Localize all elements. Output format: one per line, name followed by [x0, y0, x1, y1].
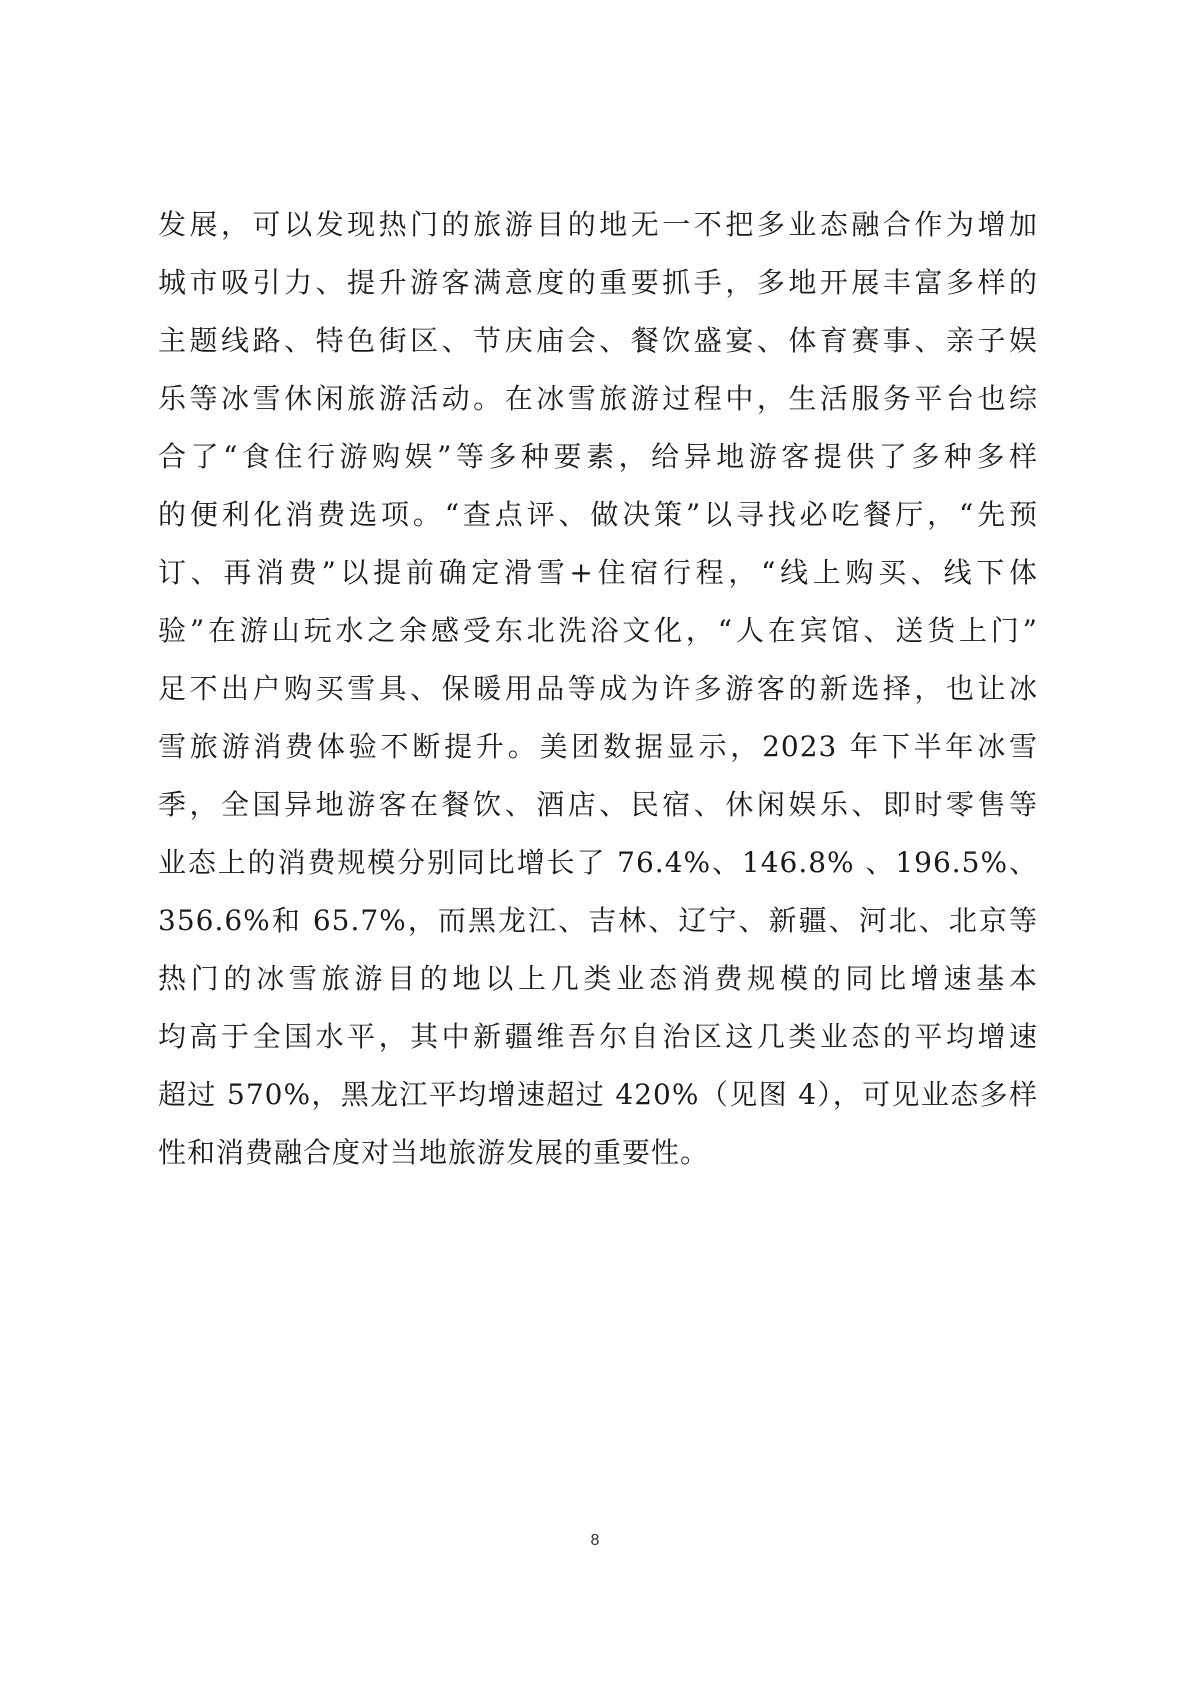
paragraph-line: 发展，可以发现热门的旅游目的地无一不把多业态融合作为增加 — [158, 208, 1038, 241]
paragraph-line: 足不出户购买雪具、保暖用品等成为许多游客的新选择，也让冰 — [158, 672, 1038, 705]
paragraph-line: 356.6%和 65.7%，而黑龙江、吉林、辽宁、新疆、河北、北京等 — [158, 904, 1038, 937]
body-paragraph — [158, 196, 1038, 1182]
paragraph-line: 雪旅游消费体验不断提升。美团数据显示，2023 年下半年冰雪 — [158, 730, 1038, 763]
paragraph-line: 性和消费融合度对当地旅游发展的重要性。 — [158, 1136, 710, 1169]
paragraph-line: 主题线路、特色街区、节庆庙会、餐饮盛宴、体育赛事、亲子娱 — [158, 324, 1038, 357]
paragraph-line: 热门的冰雪旅游目的地以上几类业态消费规模的同比增速基本 — [158, 962, 1038, 995]
paragraph-line: 合了“食住行游购娱”等多种要素，给异地游客提供了多种多样 — [158, 440, 1038, 473]
paragraph-line: 乐等冰雪休闲旅游活动。在冰雪旅游过程中，生活服务平台也综 — [158, 382, 1038, 415]
paragraph-line: 季，全国异地游客在餐饮、酒店、民宿、休闲娱乐、即时零售等 — [158, 788, 1038, 821]
paragraph-line: 超过 570%，黑龙江平均增速超过 420%（见图 4），可见业态多样 — [158, 1078, 1038, 1111]
paragraph-line: 业态上的消费规模分别同比增长了 76.4%、146.8% 、196.5%、 — [158, 846, 1038, 879]
paragraph-line: 均高于全国水平，其中新疆维吾尔自治区这几类业态的平均增速 — [158, 1020, 1038, 1053]
page-number: 8 — [590, 1532, 600, 1549]
paragraph-line: 城市吸引力、提升游客满意度的重要抓手，多地开展丰富多样的 — [158, 266, 1038, 299]
paragraph-line: 订、再消费”以提前确定滑雪+住宿行程，“线上购买、线下体 — [158, 556, 1038, 589]
paragraph-line: 验”在游山玩水之余感受东北洗浴文化，“人在宾馆、送货上门” — [158, 614, 1038, 647]
paragraph-line: 的便利化消费选项。“查点评、做决策”以寻找必吃餐厅，“先预 — [158, 498, 1038, 531]
